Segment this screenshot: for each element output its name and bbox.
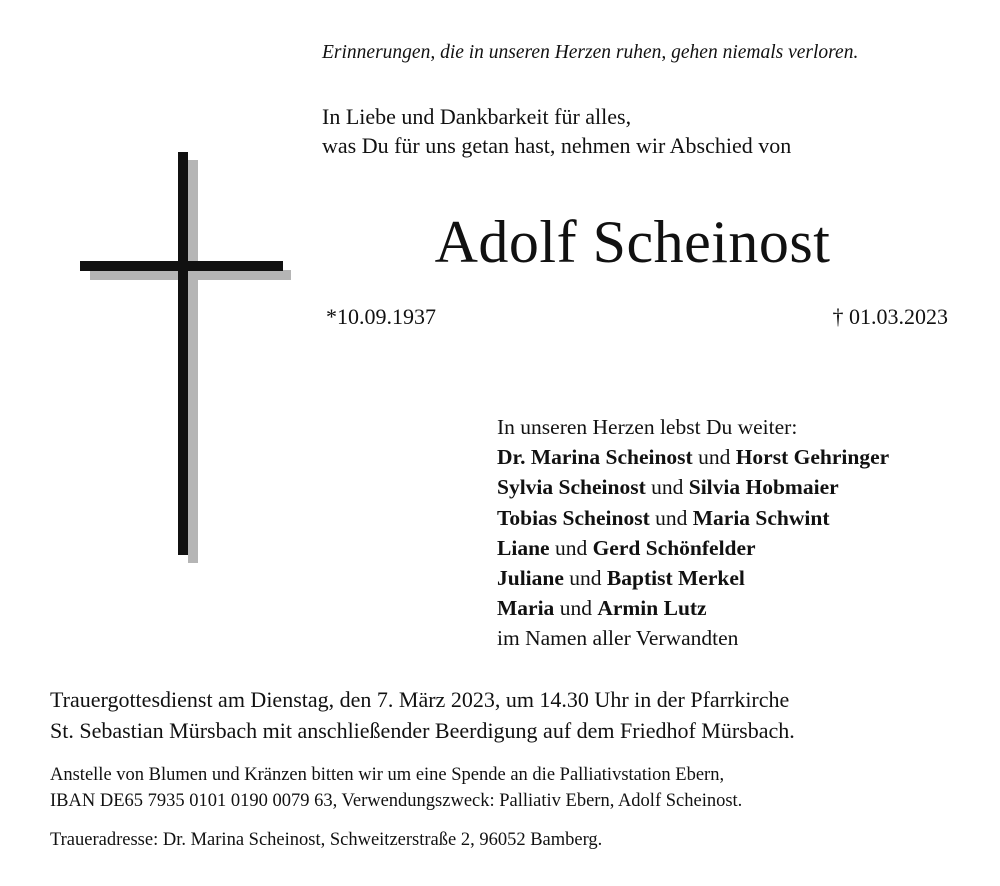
conjunction: und xyxy=(698,445,731,470)
mourners-heading: In unseren Herzen lebst Du weiter: xyxy=(497,415,798,439)
motto-text: Erinnerungen, die in unseren Herzen ruhen, gehen niemals verloren. xyxy=(322,42,859,63)
intro-text xyxy=(322,102,791,160)
mourner-name: Horst Gehringer xyxy=(735,445,890,470)
intro-line-2: was Du für uns getan hast, nehmen wir Abschied von xyxy=(322,133,792,158)
mourner-line xyxy=(497,442,889,472)
death-date: † 01.03.2023 xyxy=(832,304,948,329)
conjunction: und xyxy=(651,475,684,500)
mourner-name: Gerd Schönfelder xyxy=(592,535,756,560)
mourner-line xyxy=(497,563,889,593)
conjunction: und xyxy=(655,505,688,530)
conjunction: und xyxy=(559,596,592,621)
donation-line-2: IBAN DE65 7935 0101 0190 0079 63, Verwendungszweck: Palliativ Ebern, Adolf Scheinost. xyxy=(50,791,743,811)
mourner-name: Armin Lutz xyxy=(597,596,707,621)
deceased-name: Adolf Scheinost xyxy=(434,209,831,275)
mourner-name: Juliane xyxy=(497,566,564,591)
mourner-name: Maria Schwint xyxy=(692,505,830,530)
birth-date: *10.09.1937 xyxy=(326,304,436,329)
mourner-line xyxy=(497,503,889,533)
mourner-name: Liane xyxy=(497,535,550,560)
mourner-line xyxy=(497,593,889,623)
conjunction: und xyxy=(554,535,588,560)
mourner-name: Maria xyxy=(497,596,555,621)
mourners-block xyxy=(497,412,889,654)
mourner-line xyxy=(497,533,889,563)
donation-text xyxy=(50,762,742,814)
intro-line-1: In Liebe und Dankbarkeit für alles, xyxy=(322,104,632,129)
mourner-name: Baptist Merkel xyxy=(606,566,745,591)
conjunction: und xyxy=(569,566,602,591)
service-text xyxy=(50,684,795,746)
mourner-name: Silvia Hobmaier xyxy=(688,475,839,500)
mourner-name: Dr. Marina Scheinost xyxy=(497,445,693,470)
mourner-name: Tobias Scheinost xyxy=(497,505,650,530)
mourners-closing: im Namen aller Verwandten xyxy=(497,626,739,651)
service-line-2: St. Sebastian Mürsbach mit anschließender Beerdigung auf dem Friedhof Mürsbach. xyxy=(50,718,795,743)
mourner-name: Sylvia Scheinost xyxy=(497,475,646,500)
mourning-address: Traueradresse: Dr. Marina Scheinost, Schweitzerstraße 2, 96052 Bamberg. xyxy=(50,830,603,850)
mourner-line xyxy=(497,472,889,502)
donation-line-1: Anstelle von Blumen und Kränzen bitten wir um eine Spende an die Palliativstation Ebern, xyxy=(50,765,725,785)
service-line-1: Trauergottesdienst am Dienstag, den 7. März 2023, um 14.30 Uhr in der Pfarrkirche xyxy=(50,687,790,712)
